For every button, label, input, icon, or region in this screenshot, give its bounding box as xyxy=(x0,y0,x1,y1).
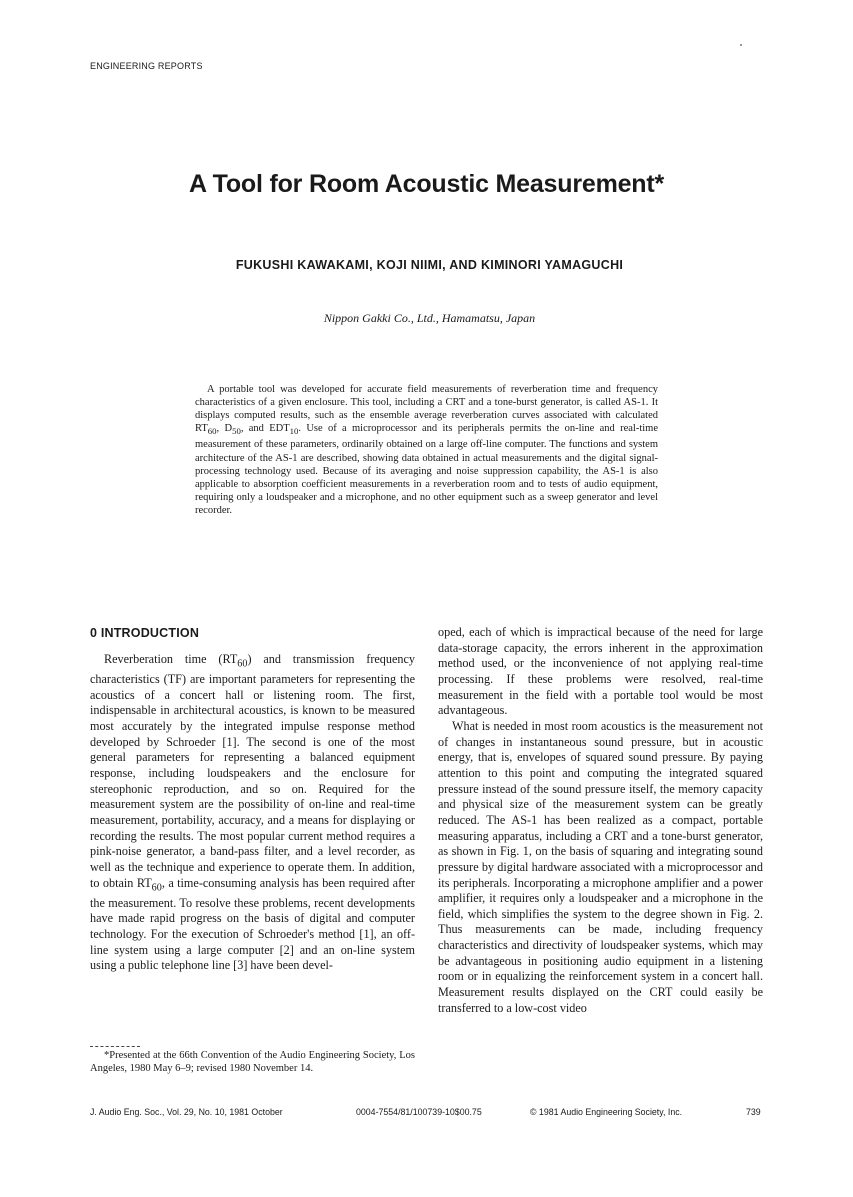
abstract-text-2: . Use of a microprocessor and its peripherals permits the on-line and real-time measurement of these parameters, ordinarily obtained on a large off-line computer. The functions and system architecture of the AS-1 are described, showing data obtained in actual measurements and the digital signal-processing technology used. Because of its averaging and noise suppression capability, the AS-1 is also applicable to absorption coefficient measurements in a reverberation room and to tests of audio equipment, requiring only a loudspeaker and a microphone, and no other equipment such as a sweep generator and level recorder. xyxy=(195,423,659,516)
authors: FUKUSHI KAWAKAMI, KOJI NIIMI, AND KIMINORI YAMAGUCHI xyxy=(235,258,624,272)
footnote: *Presented at the 66th Convention of the Audio Engineering Society, Los Angeles, 1980 May 6–9; revised 1980 November 14. xyxy=(90,1050,415,1074)
section-heading: 0 INTRODUCTION xyxy=(90,626,200,640)
intro-paragraph-1: Reverberation time $(RT_{60})$ and transmission frequency characteristics (TF) are important parameters for representing the acoustics of a concert hall or listening room. The first, indispensable in architectural acoustics, is known to be measured most accurately by the integrated impulse response method developed by Schroeder [1]. The second is one of the most general parameters for representing a balanced equipment response, including loudspeakers and the enclosure for stereophonic reproduction, and so on. Required for the measurement system are the possibility of on-line and real-time measurement, portability, accuracy, and a means for displaying or recording the results. The most popular current method requires a pink-noise generator, a band-pass filter, and a level recorder, as well as the technique and experience to operate them. In addition, to obtain $RT_{60}$, a time-consuming analysis has been required after the measurement. To resolve these problems, recent developments have made rapid progress on the basis of digital and computer technology. For the execution of Schroeder's method [1], an off-line system using a large computer [2] and an on-line system using a public telephone line [3] have been devel- xyxy=(90,652,415,973)
affiliation: Nippon Gakki Co., Ltd., Hamamatsu, Japan xyxy=(323,311,536,325)
abstract-text-1: A portable tool was developed for accurate field measurements of reverberation time and frequency characteristics of a given enclosure. This tool, including a CRT and a tone-burst generator, is called AS-1. It displays computed results, such as the ensemble average reverberation curves associated with calculated xyxy=(195,384,658,422)
paper-title: A Tool for Room Acoustic Measurement* xyxy=(188,170,665,198)
footer-copyright: © 1981 Audio Engineering Society, Inc. xyxy=(530,1107,683,1117)
intro-paragraph-2: What is needed in most room acoustics is the measurement not of changes in instantaneous sound pressure, but in acoustic energy, that is, envelopes of squared sound pressure. By paying attention to this point and computing the integrated squared pressure instead of the sound pressure itself, the memory capacity and physical size of the measurement system can be greatly reduced. The AS-1 has been realized as a compact, portable measuring apparatus, including a CRT and a tone-burst generator, as shown in Fig. 1, on the basis of squaring and integrating sound pressure by digital hardware associated with a microprocessor and its peripherals. Incorporating a microphone amplifier and a power amplifier, it requires only a loudspeaker and a microphone in the field, which simplifies the system to the degree shown in Fig. 2. Thus measurements can be made, including frequency characteristics and directivity of loudspeaker systems, which may be advantageous in positioning audio equipment in a listening room or in equalizing the reinforcement system in a concert hall. Measurement results displayed on the CRT could easily be transferred to a low-cost video xyxy=(438,718,763,1015)
intro-paragraph-1-cont: oped, each of which is impractical because of the need for large data-storage capacity, the errors inherent in the approximation method used, or the inconvenience of not applying real-time processing. If these problems were resolved, real-time measurement in the field with a portable tool would be most advantageous. xyxy=(438,625,763,718)
running-head: ENGINEERING REPORTS xyxy=(90,61,203,71)
scan-speck xyxy=(740,44,742,46)
footer-journal: J. Audio Eng. Soc., Vol. 29, No. 10, 1981 October xyxy=(90,1107,283,1117)
footnote-rule xyxy=(90,1046,140,1047)
body-column-left xyxy=(90,652,415,974)
abstract: A portable tool was developed for accurate field measurements of reverberation time and frequency characteristics of a given enclosure. This tool, including a CRT and a tone-burst generator, is called AS-1. It displays computed results, such as the ensemble average reverberation curves associated with calculated $RT_{60}$, $D_{50}$, and $EDT_{10}$. Use of a microprocessor and its peripherals permits the on-line and real-time measurement of these parameters, ordinarily obtained on a large off-line computer. The functions and system architecture of the AS-1 are described, showing data obtained in actual measurements and the digital signal-processing technology used. Because of its averaging and noise suppression capability, the AS-1 is also applicable to absorption coefficient measurements in a reverberation room and to tests of audio equipment, requiring only a loudspeaker and a microphone, and no other equipment such as a sweep generator and level recorder. xyxy=(195,384,659,516)
footer-code: 0004-7554/81/100739-10$00.75 xyxy=(356,1107,482,1117)
page-number: 739 xyxy=(746,1107,761,1117)
body-column-right xyxy=(438,625,763,1016)
